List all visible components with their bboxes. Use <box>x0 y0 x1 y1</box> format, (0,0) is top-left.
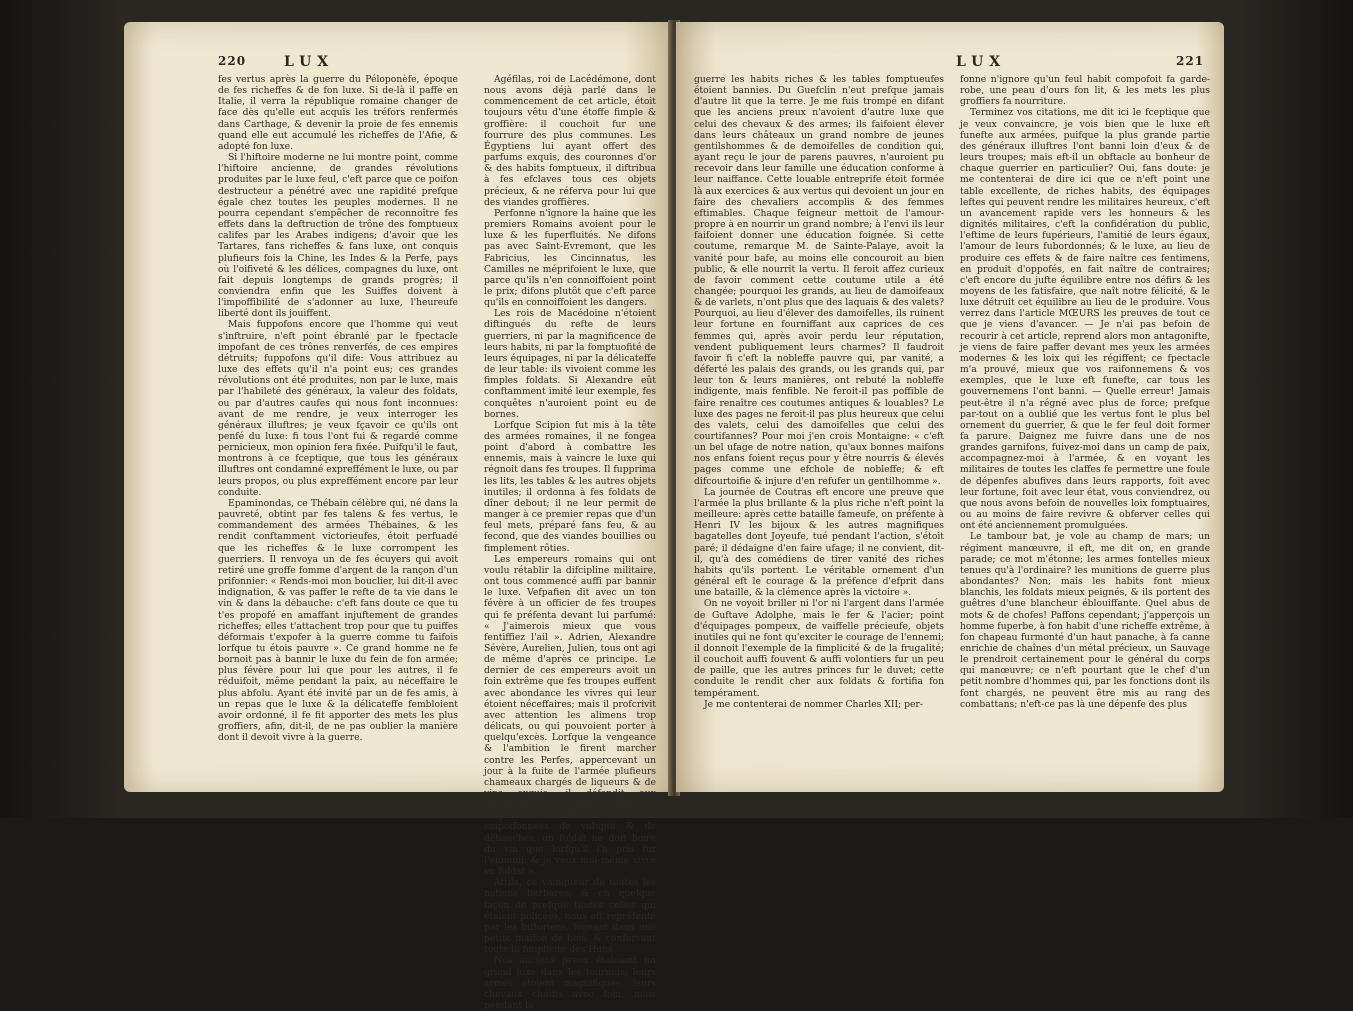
paragraph: guerre les habits riches & les tables fomptueufes étoient bannies. Du Guefclin n'eut prefque jamais d'autre lit que la terre. Je me fuis trompé en difant que les anciens preux n'avoient d'autre luxe que celui des chevaux & des armes; ils faifoient élever dans leurs châteaux un grand nombre de jeunes gentilshommes & de demoifelles de condition qui, ayant reçu le jour de parens pauvres, n'auroient pu recevoir dans leur famille une éducation conforme à leur naiffance. Cette louable entreprife étoit formée là aux exercices & aux vertus qui devoient un jour en faire des chevaliers accomplis & des femmes eftimables. Chaque feigneur mettoit de l'amour-propre à en nourrir un grand nombre; à l'envi ils leur faifoient donner une éducation foignée. Si cette coutume, remarque M. de Sainte-Palaye, avoit la vanité pour bafe, au moins elle concouroit au bien public, & elle nourrit la vertu. Il feroit affez curieux de favoir comment cette coutume utile a été changée; pourquoi les grands, au lieu de damoifeaux & de varlets, n'ont plus que des laquais & des valets? Pourquoi, au lieu d'élever des damoifelles, ils ruinent leur fortune en fourniffant aux caprices de ces femmes qui, après avoir perdu leur réputation, vendent publiquement leurs charmes? Il faudroit favoir fi c'eft la nobleffe pauvre qui, par vanité, a déferté les palais des grands, ou les grands qui, par leur ton & leurs manières, ont rebuté la nobleffe indigente, mais fenfible. Ne feroit-il pas poffible de faire renaître ces coutumes antiques & louables? Le luxe des pages ne feroit-il pas plus heureux que celui des valets, celui des damoifelles que celui des courtifannes? Pour moi j'en crois Montaigne: « c'eft un bel ufage de notre nation, qu'aux bonnes maifons nos enfans foient reçus pour y être nourris & élevés pages comme une efchole de nobleffe; & eft difcourtoifie & injure d'en refufer un gentilhomme ». <box>694 74 944 487</box>
left-column-b <box>484 74 656 1011</box>
right-column-b <box>960 74 1210 780</box>
paragraph: La journée de Coutras eft encore une preuve que l'armée la plus brillante & la plus riche n'eft point la meilleure: après cette bataille fameufe, on préfente à Henri IV les bijoux & les autres magnifiques bagatelles dont Joyeufe, tué pendant l'action, s'étoit paré; il dédaigne d'en faire ufage; il ne convient, dit-il, qu'à des comédiens de tirer vanité des riches habits qu'ils portent. Le véritable ornement d'un général eft le courage & la préfence d'efprit dans une bataille, & la clémence après la victoire ». <box>694 486 944 599</box>
right-page-number: 221 <box>1176 54 1205 68</box>
paragraph: Mais fuppofons encore que l'homme qui veut s'inftruire, n'eft point ébranlé par le fpectacle impofant de ces trônes renverfés, de ces empires détruits; fuppofons qu'il dife: Vous attribuez au luxe des effets qu'il n'a point eus; ces grandes révolutions ont été produites, non par le luxe, mais par l'habileté des généraux, la valeur des foldats, ou par d'autres caufes qui nous font inconnues: avant de me rendre, je veux interroger les généraux illuftres; je veux fçavoir ce qu'ils ont penfé du luxe: fi tous l'ont fui & regardé comme pernicieux, mon opinion fera fixée. Puifqu'il le faut, montrons à ce fceptique, que tous les généraux illuftres ont condamné expreffément le luxe, ou par leurs propos, ou plus expreffément encore par leur conduite. <box>218 319 458 498</box>
left-page-number: 220 <box>218 54 247 68</box>
paragraph: Le tambour bat, je vole au champ de mars; un régiment manœuvre, il eft, me dit on, en grande parade; ce mot m'étonne; les armes fontelles mieux tenues qu'à l'ordinaire? les munitions de guerre plus abondantes? Non; mais les habits font mieux blanchis, les foldats mieux peignés, & ils portent des guêtres d'une blancheur éblouiffante. Quel abus de mots & de chofes! Paffons cependant; j'apperçois un homme fuperbe, à fon habit d'une richeffe extrême, à fon chapeau furmonté d'un haut panache, à fa canne enrichie de chaînes d'un métal précieux, un Sauvage le prendroit certainement pour le général du corps qui manœuvre; ce n'eft pourtant que le chef d'un petit nombre d'hommes qui, par les fonctions dont ils font chargés, ne peuvent être mis au rang des combattans; n'eft-ce pas là une dépenfe des plus <box>960 531 1210 710</box>
right-running-head: LUX <box>956 54 1007 70</box>
paragraph: fonne n'ignore qu'un feul habit compofoit fa garde-robe, une peau d'ours fon lit, & les mets les plus groffiers fa nourriture. <box>960 74 1210 108</box>
paragraph: Epaminondas, ce Thébain célèbre qui, né dans la pauvreté, obtint par fes talens & fes vertus, le commandement des armées Thébaines, & les rendit conftamment victorieufes, étoit perfuadé que les richeffes & le luxe corrompent les guerriers. Il renvoya un de fes écuyers qui avoit retiré une groffe fomme d'argent de la rançon d'un prifonnier: « Rends-moi mon bouclier, lui dit-il avec indignation, & vas paffer le refte de ta vie dans le vin & dans la débauche: c'eft fans doute ce que tu t'es propofé en amaffant injuftement de grandes richeffes; elles t'attachent trop pour que tu puiffes déformais t'expofer à la guerre comme tu faifois lorfque tu étois pauvre ». Ce grand homme ne fe bornoit pas à bannir le luxe du fein de fon armée; plus févère pour lui que pour les autres, il fe réduifoit, même pendant la paix, au néceffaire le plus abfolu. Ayant été invité par un de fes amis, à un repas que le luxe & la délicateffe fembloient avoir ordonné, il fe fit apporter des mets les plus groffiers, afin, dit-il, de ne pas oublier la manière dont il devoit vivre à la guerre. <box>218 497 458 744</box>
paragraph: Nos anciens preux étaloient un grand luxe dans les tournois; leurs armes étoient magnifiques; leurs chevaux choifis avec foin; mais pendant la <box>484 955 656 1011</box>
right-page <box>676 22 1224 792</box>
paragraph: Attila, ce vainqueur de toutes les nations barbares, & en quelque façon de prefque toutes celles qui étoient policées, nous eft repréfenté par les hiftoriens, logeant dans une petite maifon de bois, & confervant toute la fimplicité des Huns. <box>484 877 656 956</box>
paragraph: Lorfque Scipion fut mis à la tête des armées romaines, il ne fongea point d'abord à combattre les ennemis, mais à vaincre le luxe qui régnoit dans fes troupes. Il fupprima les lits, les tables & les autres objets inutiles; il ordonna à fes foldats de dîner debout; il ne leur permit de manger à ce premier repas que d'un feul mets, préparé fans feu, & au fecond, que des viandes bouillies ou fimplement rôties. <box>484 419 656 554</box>
left-page <box>124 22 672 1011</box>
paragraph: On ne voyoit briller ni l'or ni l'argent dans l'armée de Guftave Adolphe, mais le fer & l'acier; point d'équipages pompeux, de vaiffelle précieufe, objets inutiles qui ne font qu'exciter le courage de l'ennemi; il donnoit l'exemple de la fimplicité & de la frugalité; il couchoit auffi fouvent & auffi volontiers fur un peu de paille, que les autres princes fur le duvet; cette conduite le rendit cher aux foldats & fortifia fon tempérament. <box>694 598 944 699</box>
paragraph: fes vertus après la guerre du Péloponèfe, époque de fes richeffes & de fon luxe. Si de-là il paffe en Italie, il verra la république romaine changer de face dès qu'elle eut acquis les tréfors renfermés dans Carthage, & devenir la proie de fes ennemis quand elle eut accumulé les richeffes de l'Afie, & adopté fon luxe. <box>218 74 458 152</box>
paragraph: Perfonne n'ignore la haine que les premiers Romains avoient pour le luxe & les fuperfluités. Ne difons pas avec Saint-Evremont, que les Fabricius, les Cincinnatus, les Camilles ne méprifoient le luxe, que parce qu'ils n'en connoiffoient point le prix; difons plutôt que c'eft parce qu'ils en connoiffoient les dangers. <box>484 207 656 309</box>
paragraph: Les rois de Macédoine n'étoient diftingués du refte de leurs guerriers, ni par la magnificence de leurs habits, ni par la fomptuofité de leurs équipages, ni par la délicateffe de leur table: ils vivoient comme les fimples foldats. Si Alexandre eût conftamment imité leur exemple, fes conquêtes n'auroient point eu de bornes. <box>484 308 656 420</box>
right-column-a <box>694 74 944 780</box>
paragraph: Je me contenterai de nommer Charles XII; per- <box>704 698 923 710</box>
paragraph: Agéfilas, roi de Lacédémone, dont nous avons déjà parlé dans le commencement de cet article, étoit toujours vêtu d'une étoffe fimple & groffière: il couchoit fur une fourrure des plus communes. Les Égyptiens lui ayant offert des parfums exquis, des couronnes d'or & des habits fomptueux, il diftribua à fes efclaves tous ces objets précieux, & ne réferva pour lui que des viandes groffières. <box>484 74 656 208</box>
left-column-a <box>218 74 458 780</box>
left-running-head: LUX <box>284 54 335 70</box>
paragraph: Si l'hiftoire moderne ne lui montre point, comme l'hiftoire ancienne, de grandes révolutions produites par le luxe feul, c'eft parce que ce poifon destructeur a pénétré avec une rapidité prefque égale chez toutes les peuples modernes. Il ne pourra cependant s'empêcher de reconnoître fes effets dans la deftruction de trône des fomptueux califes par les Arabes indigens; d'avoir que les Tartares, fans richeffes & fans luxe, ont conquis plufieurs fois la Chine, les Indes & la Perfe, pays où l'oifiveté & les délices, compagnes du luxe, ont fait depuis longtemps de grands progrès; il conviendra enfin que les Suiffes doivent à l'impoffibilité de s'adonner au luxe, l'heureufe liberté dont ils jouiffent. <box>218 152 458 320</box>
paragraph: Les empereurs romains qui ont voulu rétablir la difcipline militaire, ont tous commencé auffi par bannir le luxe. Vefpafien dit avec un ton févère à un officier de fes troupes qui fe préfenta devant lui parfumé: « J'aimerois mieux que vous fentiffiez l'ail ». Adrien, Alexandre Sévère, Aurelien, Julien, tous ont agi de même d'après ce principe. Le dernier de ces empereurs avoit un foin extrême que fes troupes euffent avec abondance les vivres qui leur étoient néceffaires; mais il profcrivit avec attention les alimens trop délicats, ou qui pouvoient porter à quelqu'excès. Lorfque la vengeance & l'ambition le firent marcher contre les Perfes, appercevant un jour à la fuite de l'armée plufieurs chameaux chargés de liqueurs & de vins exquis, il défendit aux chameliers de paffer outre: « Emportez, leur dit-il, ces fources empoifonnées de volupté & de débauches: un foldat ne doit boire du vin que lorfqu'il l'a pris fur l'ennemi; & je veux moi-même vivre en foldat ». <box>484 553 656 878</box>
paragraph: Terminez vos citations, me dit ici le fceptique que je veux convaincre, je vois bien que le luxe eft funefte aux armées, puifque la plus grande partie des généraux illuftres l'ont banni loin d'eux & de leurs troupes; mais eft-il un obftacle au bonheur de chaque guerrier en particulier? Oui, fans doute: je me contenterai de dire ici que ce n'eft point une table excellente, de riches habits, des équipages leftes qui peuvent rendre les militaires heureux, c'eft un avancement rapide vers les honneurs & les dignités militaires, c'eft la confidération du public, l'eftime de leurs fupérieurs, l'amitié de leurs égaux, l'amour de leurs fubordonnés; & le luxe, au lieu de produire ces effets & de faire naître ces fentimens, en produit d'oppofés, en fait naître de contraires; c'eft encore du jufte équilibre entre nos défirs & les moyens de les fatisfaire, que naît notre félicité, & le luxe détruit cet équilibre au lieu de le produire. Vous verrez dans l'article MŒURS les preuves de tout ce que je viens d'avancer. — Je n'ai pas befoin de recourir à cet article, reprend alors mon antagonifte, je viens de faire paffer devant mes yeux les armées modernes & les loix qui les régiffent; ce fpectacle m'a prouvé, mieux que vos raifonnemens & vos exemples, que le luxe eft funefte, car tous les gouvernemens l'ont banni. — Quelle erreur! Jamais peut-être il n'a régné avec plus de force; prefque par-tout on a oublié que les vertus font le plus bel ornement du guerrier, & que le fer feul doit former fa parure. Daignez me fuivre dans une de nos grandes garnifons, fuivez-moi dans un camp de paix, accompagnez-moi à l'armée, & en voyant les militaires de toutes les claffes fe permettre une foule de dépenfes abufives dans leurs rapports, foit avec leur fortune, foit avec leur état, vous conviendrez, ou que nous avons befoin de nouvelles loix fomptuaires, ou au moins de faire revivre & obferver celles qui ont été anciennement promulguées. <box>960 107 1210 532</box>
